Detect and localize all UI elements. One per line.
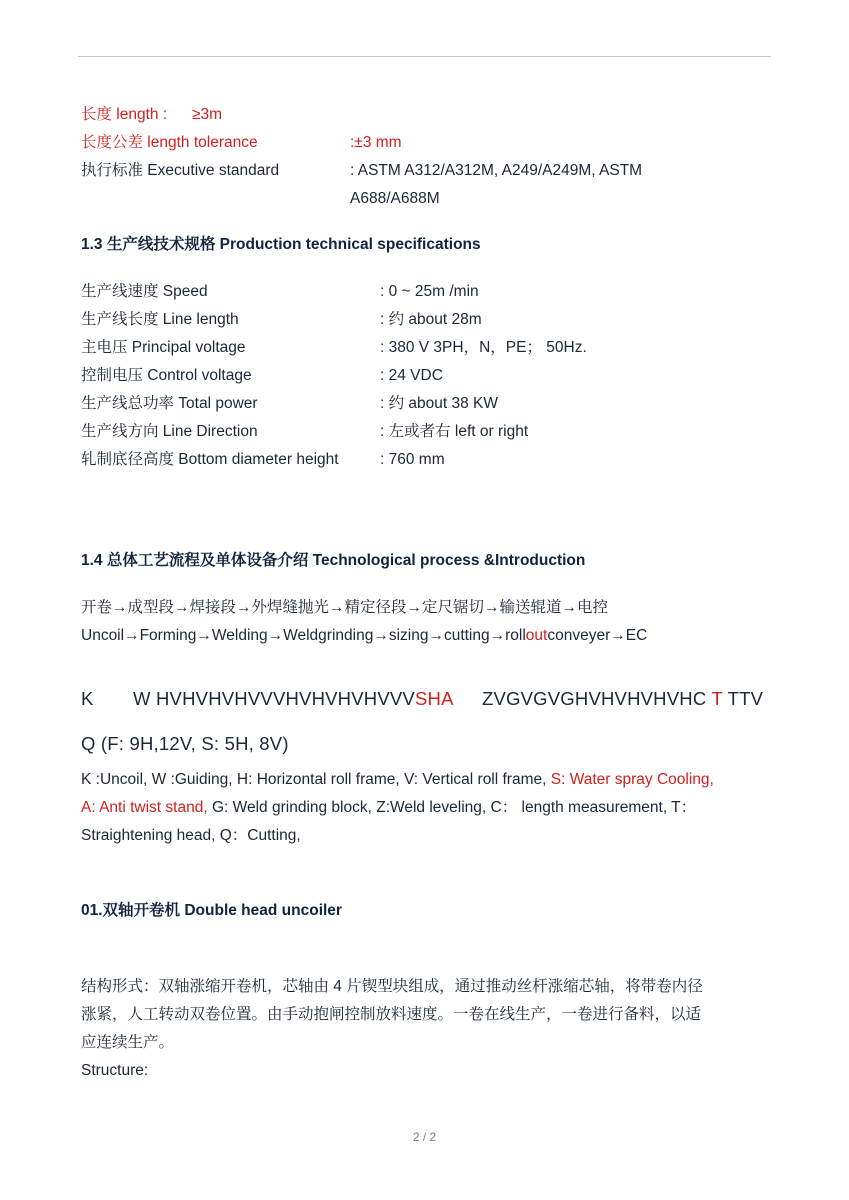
section-heading-01: 01.双轴开卷机 Double head uncoiler bbox=[81, 902, 342, 919]
process-flow-en-highlight: out bbox=[525, 627, 548, 644]
spec-row-value: : 24 VDC bbox=[380, 367, 443, 384]
layout-seq-red: SHA bbox=[414, 688, 454, 709]
process-flow-en bbox=[81, 626, 647, 646]
length-label: 长度 length : bbox=[81, 106, 168, 123]
section-heading-1-3: 1.3 生产线技术规格 Production technical specifications bbox=[81, 236, 481, 253]
spec-row-value: : 0 ~ 25m /min bbox=[380, 283, 479, 300]
spec-row-value: : 约 about 28m bbox=[380, 311, 482, 328]
stand-layout-sequence bbox=[133, 687, 454, 711]
legend-2-text: G: Weld grinding block, Z:Weld leveling, C： length measurement, T： bbox=[207, 799, 697, 816]
spec-row-label: 生产线总功率 Total power bbox=[81, 395, 258, 412]
standard-value-line-1: : ASTM A312/A312M, A249/A249M, ASTM bbox=[350, 162, 643, 179]
process-flow-en-part-2: conveyer→EC bbox=[547, 627, 648, 644]
spec-row-value: : 380 V 3PH，N，PE； 50Hz. bbox=[380, 339, 587, 356]
standard-value-line-2: A688/A688M bbox=[350, 190, 440, 207]
spec-row-label: 轧制底径高度 Bottom diameter height bbox=[81, 451, 339, 468]
spec-row-label: 生产线速度 Speed bbox=[81, 283, 208, 300]
length-value: ≥3m bbox=[192, 106, 223, 123]
legend-2-red: A: Anti twist stand, bbox=[81, 799, 208, 816]
stand-layout-q-line: Q (F: 9H,12V, S: 5H, 8V) bbox=[81, 733, 289, 754]
structure-para-line-2: 涨紧，人工转动双卷位置。由手动抱闸控制放料速度。一卷在线生产，一卷进行备料，以适 bbox=[81, 1006, 702, 1023]
structure-para-line-1: 结构形式：双轴涨缩开卷机，芯轴由 4 片锲型块组成，通过推动丝杆涨缩芯轴，将带卷内径 bbox=[81, 978, 703, 995]
section-heading-1-4: 1.4 总体工艺流程及单体设备介绍 Technological process &Introduction bbox=[81, 552, 586, 569]
page-number: 2 / 2 bbox=[412, 1130, 437, 1144]
stand-layout-k: K bbox=[81, 688, 94, 709]
spec-row-label: 主电压 Principal voltage bbox=[81, 339, 246, 356]
legend-1-red: S: Water spray Cooling, bbox=[550, 771, 714, 788]
spec-row-value: : 760 mm bbox=[380, 451, 445, 468]
legend-line-1 bbox=[81, 770, 714, 790]
structure-para-line-3: 应连续生产。 bbox=[81, 1034, 175, 1051]
layout-seq-part-3: TTV bbox=[727, 688, 764, 709]
stand-layout-sequence-2 bbox=[482, 687, 763, 711]
process-flow-en-part-1: Uncoil→Forming→Welding→Weldgrinding→sizing→cutting→roll bbox=[81, 627, 526, 644]
layout-t-red: T bbox=[711, 688, 723, 709]
tolerance-value: :±3 mm bbox=[350, 134, 402, 151]
spec-row-label: 生产线长度 Line length bbox=[81, 311, 239, 328]
process-flow-cn: 开卷→成型段→焊接段→外焊缝抛光→精定径段→定尺锯切→输送辊道→电控 bbox=[81, 599, 609, 616]
tolerance-label: 长度公差 length tolerance bbox=[81, 134, 258, 151]
legend-1-text: K :Uncoil, W :Guiding, H: Horizontal roll frame, V: Vertical roll frame, bbox=[81, 771, 551, 788]
spec-row-label: 控制电压 Control voltage bbox=[81, 367, 252, 384]
structure-label: Structure: bbox=[81, 1062, 149, 1079]
top-divider bbox=[78, 56, 771, 57]
layout-seq-part-1: W HVHVHVHVVVHVHVHVHVVV bbox=[133, 688, 415, 709]
legend-line-2 bbox=[81, 798, 696, 818]
legend-line-3: Straightening head, Q：Cutting, bbox=[81, 827, 301, 844]
spec-row-value: : 约 about 38 KW bbox=[380, 395, 499, 412]
standard-label: 执行标准 Executive standard bbox=[81, 162, 280, 179]
spec-row-label: 生产线方向 Line Direction bbox=[81, 423, 258, 440]
layout-seq-part-2: ZVGVGVGHVHVHVHVHC bbox=[482, 688, 707, 709]
spec-row-value: : 左或者右 left or right bbox=[380, 423, 529, 440]
